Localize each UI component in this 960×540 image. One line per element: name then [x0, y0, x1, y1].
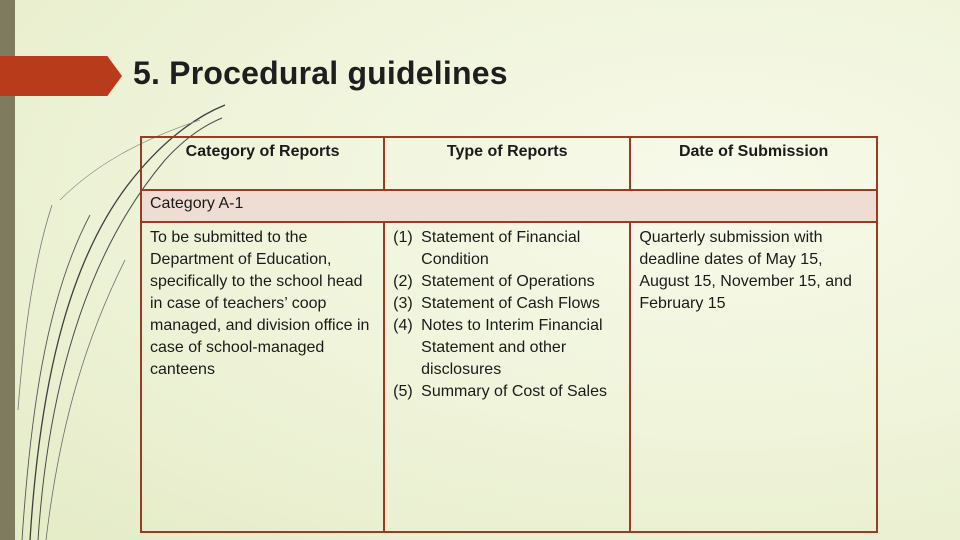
list-item: (5) Summary of Cost of Sales: [393, 383, 607, 400]
header-category: Category of Reports: [141, 137, 384, 190]
page-title: 5. Procedural guidelines: [133, 55, 508, 91]
list-item: (2) Statement of Operations: [393, 273, 595, 290]
table-row: [141, 222, 877, 532]
header-date: Date of Submission: [630, 137, 877, 190]
title-accent-tab: [0, 56, 122, 96]
list-item: (3) Statement of Cash Flows: [393, 295, 600, 312]
table-header-row: [141, 137, 877, 190]
category-label: Category A-1: [141, 190, 877, 222]
category-row: [141, 190, 877, 222]
submission-date-text: Quarterly submission with deadline dates of May 15, August 15, November 15, and February 15: [630, 222, 877, 532]
list-item: (4) Notes to Interim Financial Statement and other disclosures: [393, 317, 603, 378]
list-item: (1) Statement of Financial Condition: [393, 229, 581, 268]
report-types-cell: [384, 222, 630, 532]
report-guidelines-table: [140, 136, 878, 533]
header-type: Type of Reports: [384, 137, 630, 190]
report-types-list: [393, 227, 621, 403]
category-description: To be submitted to the Department of Education, specifically to the school head in case of teachers’ coop managed, and division office in case of school-managed canteens: [141, 222, 384, 532]
